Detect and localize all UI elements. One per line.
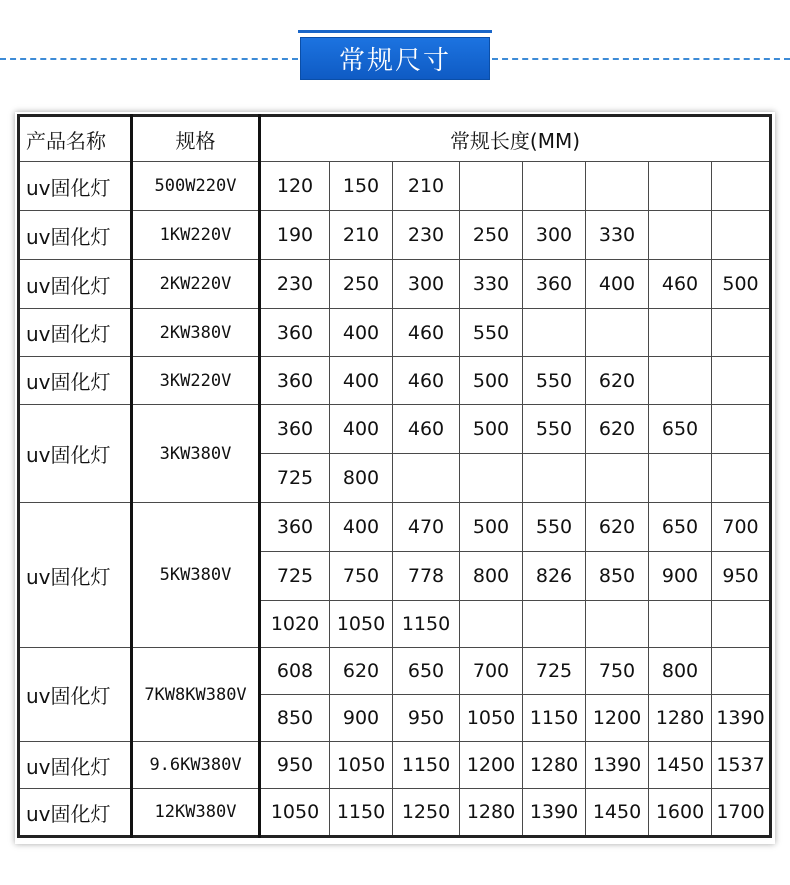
length-cell [712, 601, 771, 648]
length-cell [712, 648, 771, 695]
length-cell: 725 [260, 454, 330, 503]
length-cell: 360 [260, 503, 330, 552]
length-cell: 330 [586, 211, 649, 260]
length-cell [460, 601, 523, 648]
length-cell [523, 454, 586, 503]
length-cell: 1250 [393, 789, 460, 837]
length-cell: 950 [712, 552, 771, 601]
length-cell: 1150 [393, 742, 460, 789]
column-header-spec: 规格 [132, 116, 260, 162]
length-cell [649, 211, 712, 260]
table-header-row [19, 116, 771, 162]
length-cell: 1280 [523, 742, 586, 789]
spec-cell: 3KW220V [132, 357, 260, 405]
table-row [19, 162, 771, 211]
length-cell [586, 454, 649, 503]
length-cell: 250 [460, 211, 523, 260]
length-cell: 1150 [393, 601, 460, 648]
header-divider-right [492, 58, 790, 60]
section-banner [298, 30, 492, 80]
length-cell: 1390 [523, 789, 586, 837]
length-cell: 150 [330, 162, 393, 211]
length-cell: 1050 [330, 601, 393, 648]
product-name-cell: uv固化灯 [19, 503, 132, 648]
length-cell: 360 [260, 309, 330, 357]
column-header-name: 产品名称 [19, 116, 132, 162]
length-cell [523, 601, 586, 648]
length-cell [649, 454, 712, 503]
length-cell: 500 [712, 260, 771, 309]
product-name-cell: uv固化灯 [19, 357, 132, 405]
length-cell: 460 [393, 405, 460, 454]
table-row [19, 405, 771, 454]
length-cell: 900 [330, 695, 393, 742]
length-cell [649, 162, 712, 211]
product-name-cell: uv固化灯 [19, 405, 132, 503]
spec-cell: 500W220V [132, 162, 260, 211]
length-cell: 1450 [649, 742, 712, 789]
product-name-cell: uv固化灯 [19, 260, 132, 309]
length-cell: 800 [649, 648, 712, 695]
length-cell: 1700 [712, 789, 771, 837]
length-cell: 1050 [460, 695, 523, 742]
length-cell: 1020 [260, 601, 330, 648]
length-cell: 608 [260, 648, 330, 695]
length-cell: 650 [649, 405, 712, 454]
length-cell: 1200 [460, 742, 523, 789]
length-cell: 460 [393, 309, 460, 357]
table-row [19, 357, 771, 405]
length-cell: 230 [393, 211, 460, 260]
length-cell: 550 [523, 405, 586, 454]
length-cell: 500 [460, 405, 523, 454]
length-cell: 778 [393, 552, 460, 601]
length-cell [460, 454, 523, 503]
length-cell: 360 [523, 260, 586, 309]
length-cell: 460 [393, 357, 460, 405]
length-cell [523, 162, 586, 211]
length-cell [649, 601, 712, 648]
spec-cell: 2KW380V [132, 309, 260, 357]
length-cell [393, 454, 460, 503]
length-cell: 750 [586, 648, 649, 695]
length-cell [712, 211, 771, 260]
header-divider-left [0, 58, 298, 60]
length-cell: 800 [330, 454, 393, 503]
length-cell [523, 309, 586, 357]
length-cell: 1600 [649, 789, 712, 837]
length-cell: 650 [393, 648, 460, 695]
length-cell: 360 [260, 357, 330, 405]
length-cell: 550 [523, 503, 586, 552]
length-cell: 1390 [712, 695, 771, 742]
product-name-cell: uv固化灯 [19, 648, 132, 742]
length-cell: 1050 [330, 742, 393, 789]
length-cell: 725 [260, 552, 330, 601]
length-cell [586, 162, 649, 211]
length-cell: 210 [393, 162, 460, 211]
length-cell: 826 [523, 552, 586, 601]
length-cell: 950 [393, 695, 460, 742]
length-cell: 500 [460, 503, 523, 552]
spec-table [17, 114, 772, 838]
spec-cell: 1KW220V [132, 211, 260, 260]
length-cell: 360 [260, 405, 330, 454]
length-cell: 300 [523, 211, 586, 260]
length-cell [712, 405, 771, 454]
length-cell: 850 [260, 695, 330, 742]
banner-top-bar [298, 30, 492, 33]
length-cell: 700 [712, 503, 771, 552]
length-cell: 950 [260, 742, 330, 789]
length-cell: 190 [260, 211, 330, 260]
length-cell [712, 454, 771, 503]
length-cell: 1280 [460, 789, 523, 837]
table-row [19, 260, 771, 309]
length-cell: 400 [330, 503, 393, 552]
product-name-cell: uv固化灯 [19, 789, 132, 837]
table-row [19, 503, 771, 552]
product-name-cell: uv固化灯 [19, 162, 132, 211]
length-cell: 620 [586, 405, 649, 454]
length-cell [586, 601, 649, 648]
length-cell: 460 [649, 260, 712, 309]
length-cell: 650 [649, 503, 712, 552]
table-row [19, 648, 771, 695]
section-title: 常规尺寸 [300, 37, 490, 80]
spec-cell: 5KW380V [132, 503, 260, 648]
length-cell: 620 [586, 503, 649, 552]
length-cell [712, 357, 771, 405]
length-cell: 700 [460, 648, 523, 695]
length-cell: 1150 [330, 789, 393, 837]
length-cell [712, 162, 771, 211]
column-header-lengths: 常规长度(MM) [260, 116, 771, 162]
length-cell: 1150 [523, 695, 586, 742]
length-cell: 850 [586, 552, 649, 601]
spec-cell: 7KW8KW380V [132, 648, 260, 742]
table-body [19, 162, 771, 837]
length-cell: 400 [330, 309, 393, 357]
length-cell: 250 [330, 260, 393, 309]
length-cell: 620 [586, 357, 649, 405]
length-cell [586, 309, 649, 357]
length-cell: 800 [460, 552, 523, 601]
length-cell: 1200 [586, 695, 649, 742]
spec-cell: 3KW380V [132, 405, 260, 503]
length-cell: 900 [649, 552, 712, 601]
length-cell: 120 [260, 162, 330, 211]
table-row [19, 309, 771, 357]
length-cell [460, 162, 523, 211]
spec-cell: 9.6KW380V [132, 742, 260, 789]
length-cell: 1390 [586, 742, 649, 789]
length-cell [649, 309, 712, 357]
product-name-cell: uv固化灯 [19, 211, 132, 260]
length-cell [712, 309, 771, 357]
length-cell: 725 [523, 648, 586, 695]
length-cell: 1280 [649, 695, 712, 742]
length-cell: 550 [523, 357, 586, 405]
length-cell: 400 [330, 357, 393, 405]
length-cell: 210 [330, 211, 393, 260]
spec-cell: 2KW220V [132, 260, 260, 309]
table-row [19, 211, 771, 260]
length-cell: 470 [393, 503, 460, 552]
table-row [19, 742, 771, 789]
length-cell: 230 [260, 260, 330, 309]
product-name-cell: uv固化灯 [19, 309, 132, 357]
length-cell [649, 357, 712, 405]
product-name-cell: uv固化灯 [19, 742, 132, 789]
length-cell: 750 [330, 552, 393, 601]
length-cell: 400 [330, 405, 393, 454]
length-cell: 500 [460, 357, 523, 405]
length-cell: 620 [330, 648, 393, 695]
length-cell: 1450 [586, 789, 649, 837]
length-cell: 400 [586, 260, 649, 309]
table-row [19, 789, 771, 837]
length-cell: 330 [460, 260, 523, 309]
length-cell: 1537 [712, 742, 771, 789]
spec-cell: 12KW380V [132, 789, 260, 837]
length-cell: 550 [460, 309, 523, 357]
length-cell: 300 [393, 260, 460, 309]
length-cell: 1050 [260, 789, 330, 837]
